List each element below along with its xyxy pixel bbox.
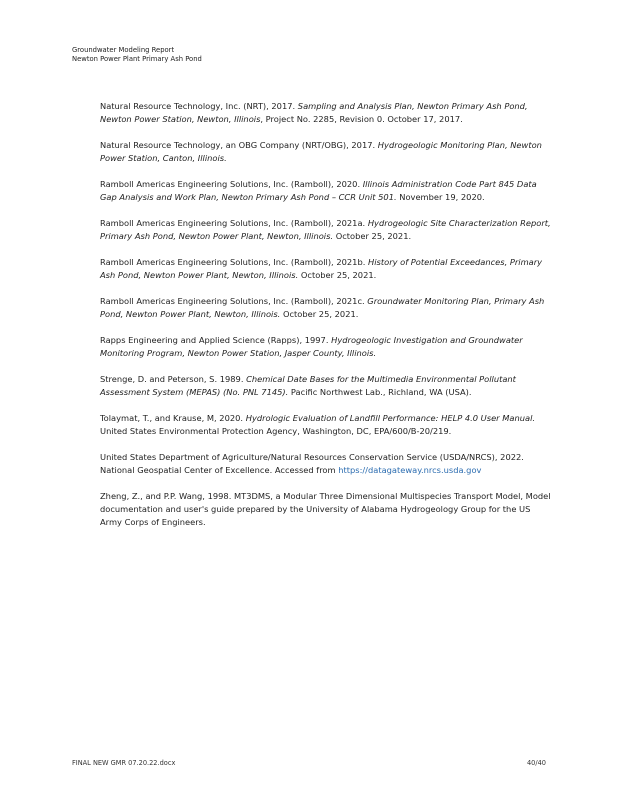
reference-entry: Ramboll Americas Engineering Solutions, Inc. (Ramboll), 2021a. Hydrogeologic Site Characterization Report, Primary Ash Pond, Newton Power Plant, Newton, Illinois. October 25, 2021. xyxy=(100,218,551,241)
reference-entry: Rapps Engineering and Applied Science (Rapps), 1997. Hydrogeologic Investigation and Groundwater Monitoring Program, Newton Power Station, Jasper County, Illinois. xyxy=(100,335,523,358)
references-list xyxy=(100,100,552,542)
usda-datagateway-link[interactable]: https://datagateway.nrcs.usda.gov xyxy=(338,465,482,475)
reference-entry: United States Department of Agriculture/Natural Resources Conservation Service (USDA/NRCS), 2022. National Geospatial Center of Excellence. Accessed from https://datagateway.nrcs.usda.gov xyxy=(100,452,524,475)
reference-entry: Ramboll Americas Engineering Solutions, Inc. (Ramboll), 2021c. Groundwater Monitoring Plan, Primary Ash Pond, Newton Power Plant, Newton, Illinois. October 25, 2021. xyxy=(100,296,545,319)
footer-filename: FINAL NEW GMR 07.20.22.docx xyxy=(72,759,176,767)
reference-entry: Natural Resource Technology, Inc. (NRT), 2017. Sampling and Analysis Plan, Newton Primary Ash Pond, Newton Power Station, Newton, Illinois, Project No. 2285, Revision 0. October 17, 2017. xyxy=(100,101,528,124)
reference-entry: Ramboll Americas Engineering Solutions, Inc. (Ramboll), 2021b. History of Potential Exceedances, Primary Ash Pond, Newton Power Plant, Newton, Illinois. October 25, 2021. xyxy=(100,257,543,280)
header-site-name: Newton Power Plant Primary Ash Pond xyxy=(72,55,202,63)
header-report-title: Groundwater Modeling Report xyxy=(72,46,175,54)
reference-entry: Tolaymat, T., and Krause, M, 2020. Hydrologic Evaluation of Landfill Performance: HELP 4.0 User Manual. United States Environmental Protection Agency, Washington, DC, EPA/600/B-20/219. xyxy=(100,413,536,436)
reference-entry: Ramboll Americas Engineering Solutions, Inc. (Ramboll), 2020. Illinois Administration Code Part 845 Data Gap Analysis and Work Plan, Newton Primary Ash Pond – CCR Unit 501. November 19, 2020. xyxy=(100,179,537,202)
page-number: 40/40 xyxy=(526,759,546,767)
reference-entry: Strenge, D. and Peterson, S. 1989. Chemical Date Bases for the Multimedia Environmental Pollutant Assessment System (MEPAS) (No. PNL 7145). Pacific Northwest Lab., Richland, WA (USA). xyxy=(100,374,516,397)
reference-entry: Zheng, Z., and P.P. Wang, 1998. MT3DMS, a Modular Three Dimensional Multispecies Transport Model, Model documentation and user's guide prepared by the University of Alabama Hydrogeology Group for the US Army Corps of Engineers. xyxy=(100,491,551,527)
page-header xyxy=(72,46,202,64)
page-footer xyxy=(72,759,546,768)
reference-entry: Natural Resource Technology, an OBG Company (NRT/OBG), 2017. Hydrogeologic Monitoring Plan, Newton Power Station, Canton, Illinois. xyxy=(100,140,542,163)
